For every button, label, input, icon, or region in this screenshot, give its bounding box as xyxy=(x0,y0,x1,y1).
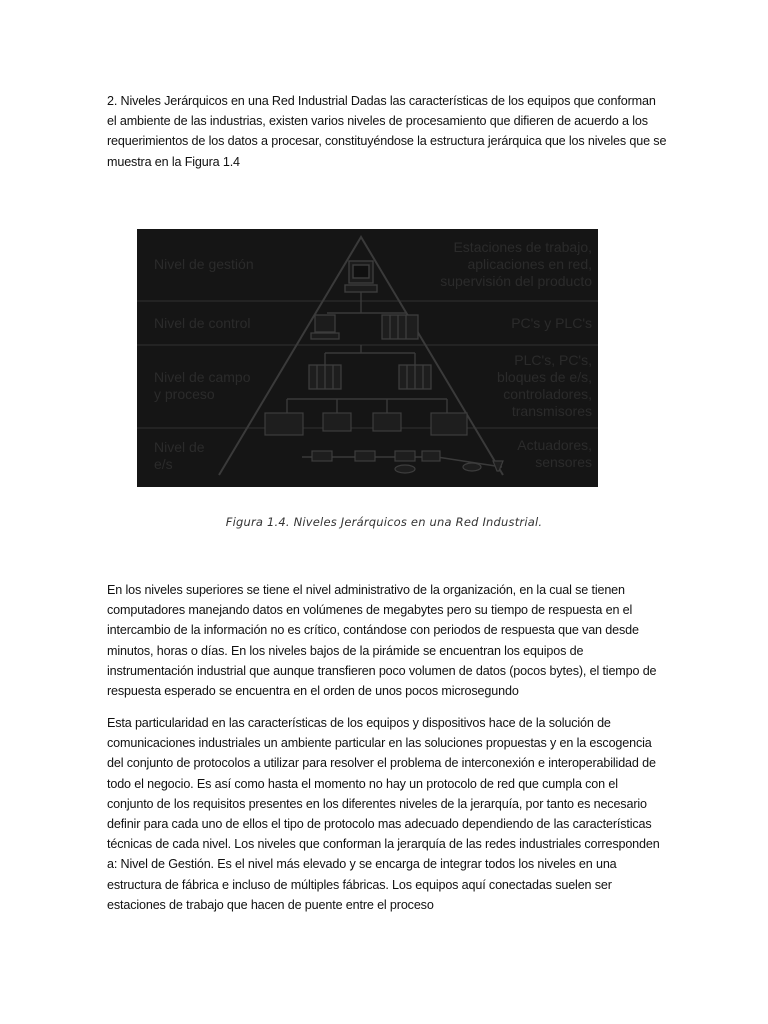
intro-paragraph: 2. Niveles Jerárquicos en una Red Industrial Dadas las características de los equipos que conforman el ambiente de las industrias, existen varios niveles de procesamiento que difieren de acuerdo a los requerimientos de los datos a procesar, constituyéndose la estructura jerárquica que los niveles que se muestra en la Figura 1.4 xyxy=(107,94,667,169)
level-description-es: Actuadores, sensores xyxy=(517,437,592,470)
level-description-gestion: Estaciones de trabajo, aplicaciones en red, supervisión del producto xyxy=(440,239,592,289)
plc-icon xyxy=(382,315,418,339)
level-label-control: Nivel de control xyxy=(154,315,251,331)
level-label-campo: Nivel de campo y proceso xyxy=(154,369,251,402)
pyramid-figure xyxy=(137,229,598,487)
level-label-es: Nivel de e/s xyxy=(154,439,205,472)
body-paragraph: Esta particularidad en las características de los equipos y dispositivos hace de la solución de comunicaciones industriales un ambiente particular en las soluciones propuestas y en la escogencia del conjunto de protocolos a utilizar para resolver el problema de interconexión e interoperabilidad de todo el negocio. Es así como hasta el momento no hay un protocolo de red que cumpla con el conjunto de los requisitos presentes en los diferentes niveles de la jerarquía, por tanto es necesario definir para cada uno de ellos el tipo de protocolo mas adecuado dependiendo de las características técnicas de cada nivel. Los niveles que conforman la jerarquía de las redes industriales corresponden a: Nivel de Gestión. Es el nivel más elevado y se encarga de integrar todos los niveles en una estructura de fábrica e incluso de múltiples fábricas. Los equipos aquí conectadas suelen ser estaciones de trabajo que hacen de puente entre el proceso xyxy=(107,716,660,912)
level-description-campo: PLC's, PC's, bloques de e/s, controladores, transmisores xyxy=(497,352,592,419)
workstation-icon xyxy=(345,261,377,292)
body-paragraph: En los niveles superiores se tiene el nivel administrativo de la organización, en la cual se tienen computadores manejando datos en volúmenes de megabytes pero su tiempo de respuesta en el intercambio de la información no es crítico, contándose con periodos de respuesta que van desde minutos, horas o días. En los niveles bajos de la pirámide se encuentran los equipos de instrumentación industrial que aunque transfieren poco volumen de datos (pocos bytes), el tiempo de respuesta esperado se encuentra en el orden de unos pocos microsegundo xyxy=(107,583,657,699)
sensor-icon xyxy=(312,451,503,473)
level-label-gestion: Nivel de gestión xyxy=(154,256,254,272)
plc-icon xyxy=(309,365,341,389)
pc-icon xyxy=(311,315,339,339)
io-block-icon xyxy=(265,413,467,435)
level-description-control: PC's y PLC's xyxy=(511,315,592,331)
plc-icon xyxy=(399,365,431,389)
figure-caption: Figura 1.4. Niveles Jerárquicos en una Red Industrial. xyxy=(225,515,543,529)
